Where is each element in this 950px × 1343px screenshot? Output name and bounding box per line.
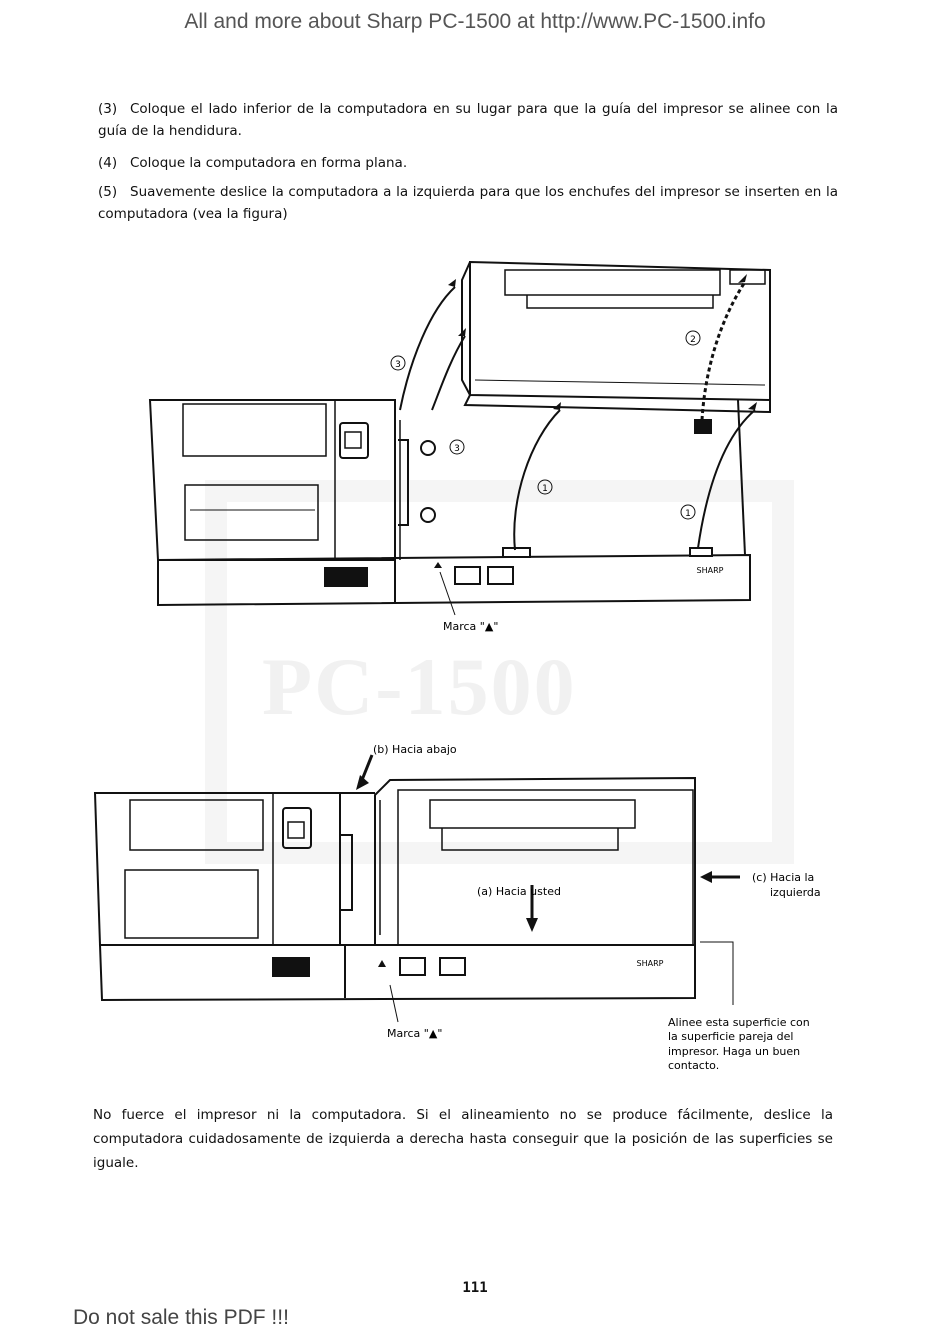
page-header: All and more about Sharp PC-1500 at http://www.PC-1500.info	[184, 10, 766, 33]
callout-1: 1	[542, 484, 548, 494]
callout-3: 3	[395, 360, 401, 370]
step-text: Coloque la computadora en forma plana.	[130, 155, 408, 171]
step-number: (3)	[98, 101, 118, 117]
mark-label: Marca "▲"	[387, 1027, 443, 1040]
step-number: (5)	[98, 184, 118, 200]
note-line-3: impresor. Haga un buen	[668, 1045, 801, 1058]
body-paragraph: No fuerce el impresor ni la computadora. Si el alineamiento no se produce fácilmente, deslice la computadora cuidadosamente de izquierda a derecha hasta conseguir que la posición de las superficies se iguale.	[93, 1107, 833, 1171]
brand-logo: SHARP	[696, 566, 724, 575]
mark-label: Marca "▲"	[443, 620, 499, 633]
step-number: (4)	[98, 155, 118, 171]
step-text: Suavemente deslice la computadora a la izquierda para que los enchufes del impresor se inserten en la computadora (vea la figura)	[98, 184, 838, 222]
page-number: 111	[462, 1280, 488, 1296]
note-line-1: Alinee esta superficie con	[668, 1016, 810, 1029]
callout-2: 2	[690, 335, 696, 345]
label-c-line2: izquierda	[770, 886, 821, 899]
step-text: Coloque el lado inferior de la computadora en su lugar para que la guía del impresor se alinee con la guía de la hendidura.	[98, 101, 838, 139]
printer-base	[100, 945, 695, 1000]
brand-logo: SHARP	[636, 959, 664, 968]
note-line-4: contacto.	[668, 1059, 720, 1072]
label-b: (b) Hacia abajo	[373, 743, 457, 756]
watermark-text: PC-1500	[262, 641, 577, 732]
callout-3b: 3	[454, 444, 460, 454]
printer-left-housing	[95, 793, 340, 945]
page-footer: Do not sale this PDF !!!	[73, 1306, 289, 1329]
label-c-line1: (c) Hacia la	[752, 871, 815, 884]
note-line-2: la superficie pareja del	[668, 1030, 794, 1043]
computer-display	[430, 800, 635, 828]
label-a: (a) Hacia usted	[477, 885, 561, 898]
callout-1b: 1	[685, 509, 691, 519]
